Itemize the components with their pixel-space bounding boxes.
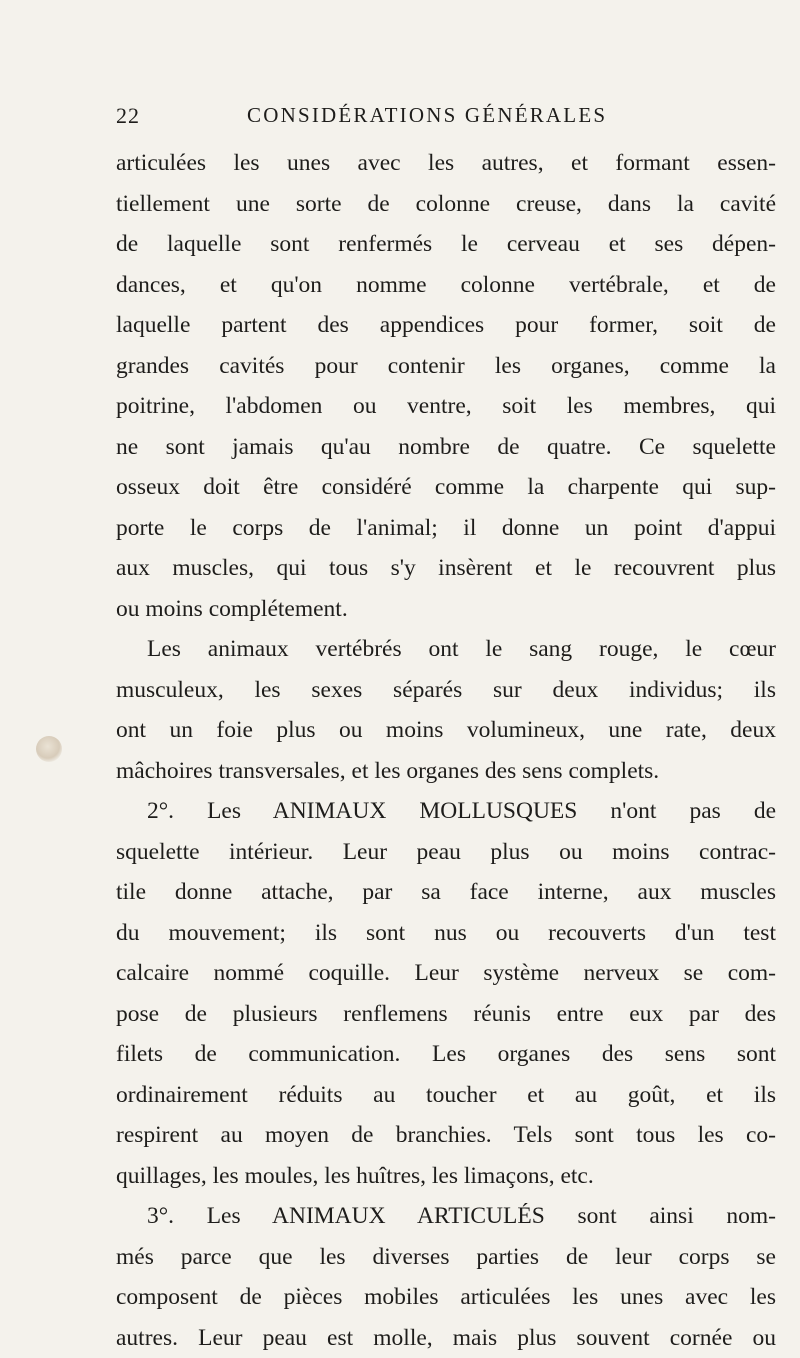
text-line: musculeux, les sexes séparés sur deux individus; ils <box>116 670 776 711</box>
body-text <box>116 143 776 1358</box>
paragraph-start-line: Les animaux vertébrés ont le sang rouge, le cœur <box>116 629 776 670</box>
text-line: pose de plusieurs renflemens réunis entre eux par des <box>116 994 776 1035</box>
text-line: composent de pièces mobiles articulées les unes avec les <box>116 1277 776 1318</box>
text-line: poitrine, l'abdomen ou ventre, soit les membres, qui <box>116 386 776 427</box>
text-line: tile donne attache, par sa face interne, aux muscles <box>116 872 776 913</box>
text-line: squelette intérieur. Leur peau plus ou moins contrac- <box>116 832 776 873</box>
text-line: ou moins complétement. <box>116 589 776 630</box>
text-line: mâchoires transversales, et les organes des sens complets. <box>116 751 776 792</box>
page-header <box>116 103 676 133</box>
paper-stain <box>36 736 62 762</box>
text-line: autres. Leur peau est molle, mais plus souvent cornée ou <box>116 1318 776 1358</box>
text-line: osseux doit être considéré comme la charpente qui sup- <box>116 467 776 508</box>
page-number: 22 <box>116 103 140 129</box>
text-line: du mouvement; ils sont nus ou recouverts d'un test <box>116 913 776 954</box>
text-line: filets de communication. Les organes des sens sont <box>116 1034 776 1075</box>
text-line: laquelle partent des appendices pour former, soit de <box>116 305 776 346</box>
text-line: aux muscles, qui tous s'y insèrent et le recouvrent plus <box>116 548 776 589</box>
paragraph-start-line: 2°. Les ANIMAUX MOLLUSQUES n'ont pas de <box>116 791 776 832</box>
text-line: tiellement une sorte de colonne creuse, dans la cavité <box>116 184 776 225</box>
text-line: grandes cavités pour contenir les organes, comme la <box>116 346 776 387</box>
text-line: de laquelle sont renfermés le cerveau et ses dépen- <box>116 224 776 265</box>
text-line: ont un foie plus ou moins volumineux, une rate, deux <box>116 710 776 751</box>
text-line: dances, et qu'on nomme colonne vertébrale, et de <box>116 265 776 306</box>
running-title: CONSIDÉRATIONS GÉNÉRALES <box>247 103 607 128</box>
paragraph-start-line: 3°. Les ANIMAUX ARTICULÉS sont ainsi nom- <box>116 1196 776 1237</box>
text-line: calcaire nommé coquille. Leur système nerveux se com- <box>116 953 776 994</box>
text-line: articulées les unes avec les autres, et formant essen- <box>116 143 776 184</box>
text-line: respirent au moyen de branchies. Tels sont tous les co- <box>116 1115 776 1156</box>
text-line: porte le corps de l'animal; il donne un point d'appui <box>116 508 776 549</box>
text-line: ne sont jamais qu'au nombre de quatre. Ce squelette <box>116 427 776 468</box>
text-line: ordinairement réduits au toucher et au goût, et ils <box>116 1075 776 1116</box>
text-line: quillages, les moules, les huîtres, les limaçons, etc. <box>116 1156 776 1197</box>
text-line: més parce que les diverses parties de leur corps se <box>116 1237 776 1278</box>
